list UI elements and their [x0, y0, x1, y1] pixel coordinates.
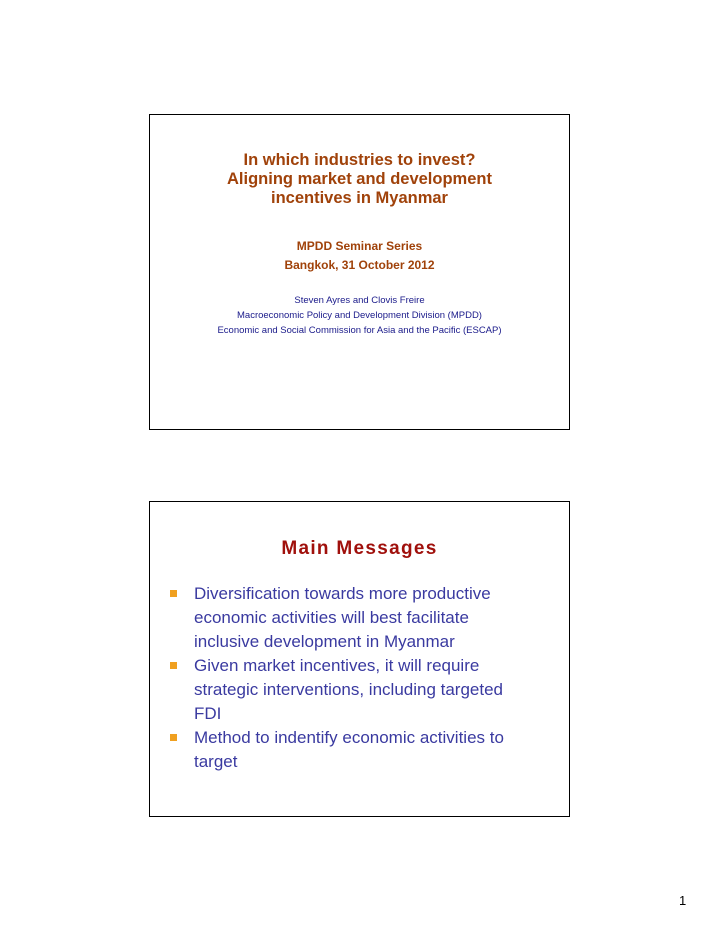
author-names: Steven Ayres and Clovis Freire — [294, 295, 425, 306]
title-line: Aligning market and development — [227, 170, 492, 188]
bullet-text-line: FDI — [194, 704, 222, 723]
bullet-text-line: Diversification towards more productive — [194, 584, 491, 603]
author-organization: Economic and Social Commission for Asia and the Pacific (ESCAP) — [217, 325, 502, 336]
slide-heading: Main Messages — [281, 538, 438, 559]
square-bullet-icon — [170, 662, 177, 669]
bullet-text-line: inclusive development in Myanmar — [194, 632, 455, 651]
square-bullet-icon — [170, 734, 177, 741]
square-bullet-icon — [170, 590, 177, 597]
bullet-list — [170, 582, 555, 774]
title-line: incentives in Myanmar — [271, 189, 448, 207]
bullet-text-line: target — [194, 752, 238, 771]
bullet-item — [170, 654, 555, 726]
bullet-text-line: Given market incentives, it will require — [194, 656, 480, 675]
title-line: In which industries to invest? — [243, 151, 476, 169]
slide-2 — [149, 501, 570, 817]
bullet-text-line: Method to indentify economic activities to — [194, 728, 504, 747]
seminar-info — [150, 237, 569, 275]
author-info — [150, 293, 569, 338]
bullet-item — [170, 726, 555, 774]
bullet-text-line: economic activities will best facilitate — [194, 608, 469, 627]
bullet-text-line: strategic interventions, including targeted — [194, 680, 504, 699]
page-number: 1 — [679, 893, 687, 908]
slide-title — [150, 151, 569, 208]
author-division: Macroeconomic Policy and Development Division (MPDD) — [237, 310, 482, 321]
bullet-item — [170, 582, 555, 654]
seminar-series: MPDD Seminar Series — [296, 239, 423, 253]
seminar-date: Bangkok, 31 October 2012 — [284, 258, 435, 272]
slide-1 — [149, 114, 570, 430]
